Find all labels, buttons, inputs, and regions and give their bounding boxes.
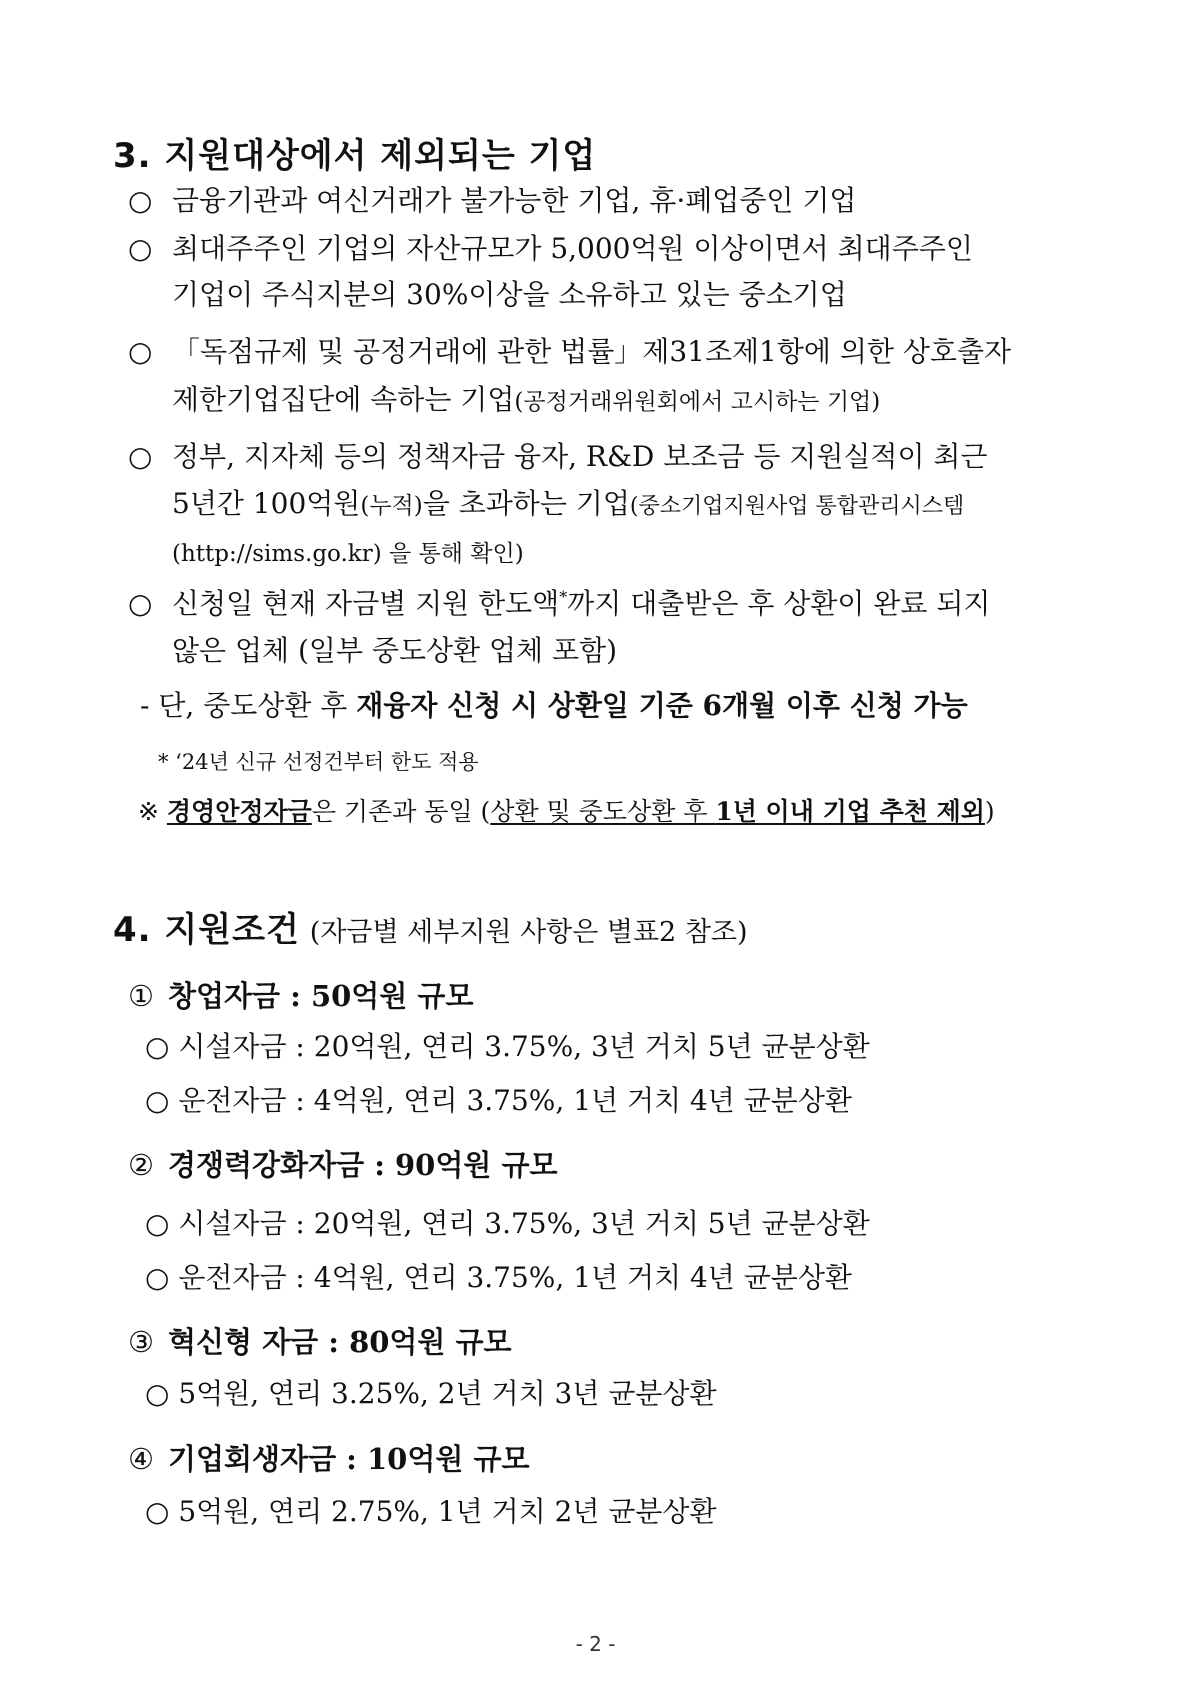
section3-ref-note: ※ 경영안정자금은 기존과 동일 (상환 및 중도상환 후 1년 이내 기업 추천 제외): [138, 797, 995, 826]
section3-dash-note: - 단, 중도상환 후 재융자 신청 시 상환일 기준 6개월 이후 신청 가능: [140, 689, 968, 722]
section3-item-5: ○ 신청일 현재 자금별 지원 한도액*까지 대출받은 후 상환이 완료 되지: [128, 587, 991, 620]
section3-title: 3. 지원대상에서 제외되는 기업: [113, 136, 597, 176]
group-competitiveness-fund: ② 경쟁력강화자금 : 90억원 규모: [128, 1148, 558, 1182]
group-rehabilitation-fund: ④ 기업회생자금 : 10억원 규모: [128, 1442, 530, 1476]
section3-item-5-cont: 않은 업체 (일부 중도상환 업체 포함): [172, 634, 618, 667]
competitiveness-fund-row: ○ 운전자금 : 4억원, 연리 3.75%, 1년 거치 4년 균분상환: [145, 1261, 852, 1294]
group-innovation-fund: ③ 혁신형 자금 : 80억원 규모: [128, 1325, 512, 1359]
startup-fund-row: ○ 시설자금 : 20억원, 연리 3.75%, 3년 거치 5년 균분상환: [145, 1030, 870, 1063]
group-startup-fund: ① 창업자금 : 50억원 규모: [128, 979, 474, 1013]
page-number: - 2 -: [575, 1632, 616, 1656]
section3-item-2-cont: 기업이 주식지분의 30%이상을 소유하고 있는 중소기업: [172, 278, 847, 311]
section3-item-4-cont: 5년간 100억원(누적)을 초과하는 기업(중소기업지원사업 통합관리시스템: [172, 487, 965, 520]
section3-star-note: * ‘24년 신규 선정건부터 한도 적용: [158, 750, 479, 774]
section3-item-4-cont2: (http://sims.go.kr) 을 통해 확인): [172, 541, 524, 567]
section3-item-4: ○ 정부, 지자체 등의 정책자금 융자, R&D 보조금 등 지원실적이 최근: [128, 440, 988, 473]
competitiveness-fund-row: ○ 시설자금 : 20억원, 연리 3.75%, 3년 거치 5년 균분상환: [145, 1207, 870, 1240]
section4-title: 4. 지원조건 (자금별 세부지원 사항은 별표2 참조): [113, 910, 748, 950]
section3-item-3-cont: 제한기업집단에 속하는 기업(공정거래위원회에서 고시하는 기업): [172, 383, 881, 416]
section3-item-2: ○ 최대주주인 기업의 자산규모가 5,000억원 이상이면서 최대주주인: [128, 232, 973, 265]
startup-fund-row: ○ 운전자금 : 4억원, 연리 3.75%, 1년 거치 4년 균분상환: [145, 1084, 852, 1117]
innovation-fund-row: ○ 5억원, 연리 3.25%, 2년 거치 3년 균분상환: [145, 1377, 717, 1410]
section3-item-3: ○ 「독점규제 및 공정거래에 관한 법률」제31조제1항에 의한 상호출자: [128, 335, 1012, 368]
section3-item-1: ○ 금융기관과 여신거래가 불가능한 기업, 휴·폐업중인 기업: [128, 184, 857, 217]
rehabilitation-fund-row: ○ 5억원, 연리 2.75%, 1년 거치 2년 균분상환: [145, 1495, 717, 1528]
